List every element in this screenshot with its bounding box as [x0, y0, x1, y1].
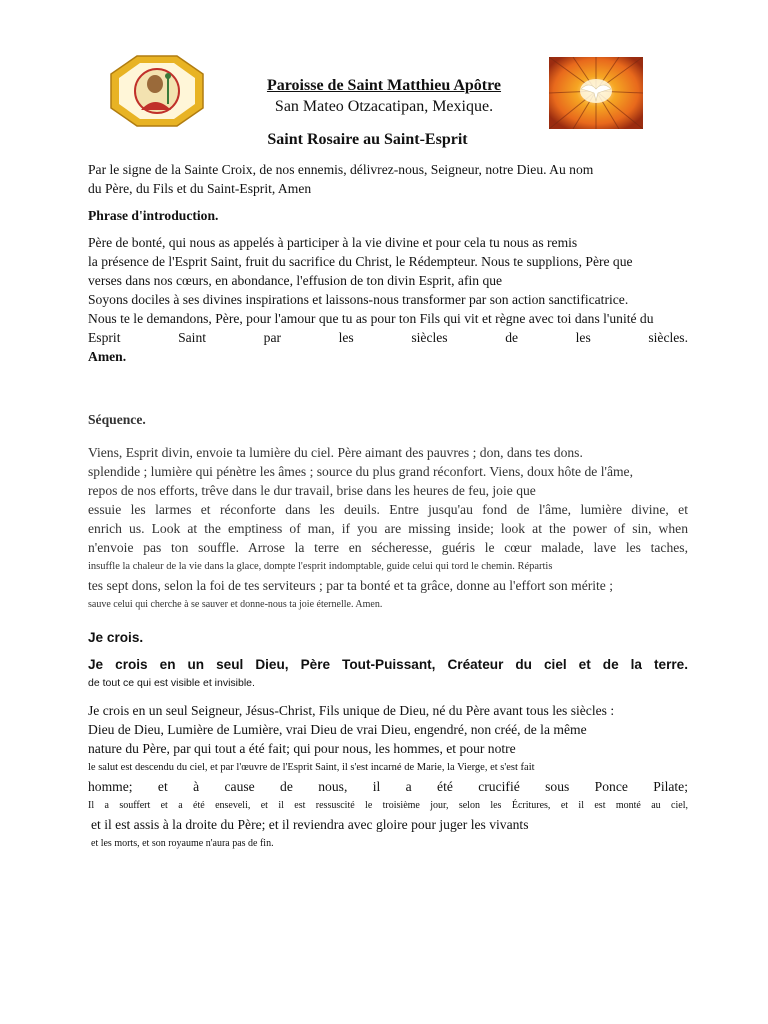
- text-line: essuie les larmes et réconforte dans les deuils. Entre jusqu'au fond de l'âme, lumière divine, et: [88, 502, 688, 517]
- text-line: de tout ce qui est visible et invisible.: [88, 677, 255, 689]
- amen-line: Amen.: [88, 349, 127, 364]
- text-line: Soyons dociles à ses divines inspirations et laissons-nous transformer par son action sanctificatrice.: [88, 292, 629, 307]
- intro-heading: Phrase d'introduction.: [88, 208, 219, 223]
- text-line: n'envoie pas ton souffle. Arrose la terre en sécheresse, guéris le cœur malade, lave les taches,: [88, 540, 688, 555]
- text-line: repos de nos efforts, trêve dans le dur travail, brise dans les heures de feu, joie que: [88, 483, 536, 498]
- text-line: splendide ; lumière qui pénètre les âmes ; source du plus grand réconfort. Viens, doux hôte de l'âme,: [88, 464, 633, 479]
- text-line: et il est assis à la droite du Père; et il reviendra avec gloire pour juger les vivants: [91, 817, 529, 832]
- parish-name: Paroisse de Saint Matthieu Apôtre: [266, 77, 502, 94]
- text-line: le salut est descendu du ciel, et par l'œuvre de l'Esprit Saint, il s'est incarné de Marie, la Vierge, et s'est fait: [88, 762, 535, 773]
- text-line: Esprit Saint par les siècles de les siècles.: [88, 330, 688, 345]
- document-title: Saint Rosaire au Saint-Esprit: [267, 131, 468, 148]
- intro-paragraph: [88, 233, 688, 366]
- text-line: Nous te le demandons, Père, pour l'amour que tu as pour ton Fils qui vit et règne avec toi dans l'unité du: [88, 311, 654, 326]
- parish-location: San Mateo Otzacatipan, Mexique.: [274, 98, 494, 115]
- document-body: [88, 160, 688, 853]
- text-line: la présence de l'Esprit Saint, fruit du sacrifice du Christ, le Rédempteur. Nous te supplions, Père que: [88, 254, 633, 269]
- creed-opening: [88, 655, 688, 693]
- text-line: Il a souffert et a été enseveli, et il est ressuscité le troisième jour, selon les Écritures, et il est monté au ciel,: [88, 800, 688, 811]
- text-line: nature du Père, par qui tout a été fait; qui pour nous, les hommes, et pour notre: [88, 741, 516, 756]
- text-line: Dieu de Dieu, Lumière de Lumière, vrai Dieu de vrai Dieu, engendré, non créé, de la même: [88, 722, 587, 737]
- text-line: tes sept dons, selon la foi de tes serviteurs ; par ta bonté et ta grâce, donne au l'effort son mérite ;: [88, 578, 614, 593]
- text-line: enrich us. Look at the emptiness of man, if you are missing inside; look at the power of sin, when: [88, 521, 688, 536]
- text-line: Je crois en un seul Dieu, Père Tout-Puissant, Créateur du ciel et de la terre.: [88, 657, 688, 672]
- text-line: Par le signe de la Sainte Croix, de nos ennemis, délivrez-nous, Seigneur, notre Dieu. Au nom: [88, 162, 594, 177]
- text-line: et les morts, et son royaume n'aura pas de fin.: [91, 838, 274, 849]
- sequence-heading: Séquence.: [88, 412, 146, 427]
- text-line: Je crois en un seul Seigneur, Jésus-Christ, Fils unique de Dieu, né du Père avant tous les siècles :: [88, 703, 615, 718]
- text-line: du Père, du Fils et du Saint-Esprit, Amen: [88, 181, 312, 196]
- text-line: Père de bonté, qui nous as appelés à participer à la vie divine et pour cela tu nous as remis: [88, 235, 578, 250]
- text-line: sauve celui qui cherche à se sauver et donne-nous ta joie éternelle. Amen.: [88, 599, 383, 610]
- text-line: homme; et à cause de nous, il a été crucifié sous Ponce Pilate;: [88, 779, 688, 794]
- creed-heading: Je crois.: [88, 630, 144, 645]
- text-line: verses dans nos cœurs, en abondance, l'effusion de ton divin Esprit, afin que: [88, 273, 503, 288]
- sequence-paragraph: [88, 443, 688, 614]
- sign-of-cross: [88, 160, 688, 198]
- text-line: insuffle la chaleur de la vie dans la glace, dompte l'esprit indomptable, guide celui qui tord le chemin. Répartis: [88, 561, 553, 572]
- creed-paragraph: [88, 701, 688, 853]
- text-line: Viens, Esprit divin, envoie ta lumière du ciel. Père aimant des pauvres ; don, dans tes dons.: [88, 445, 583, 460]
